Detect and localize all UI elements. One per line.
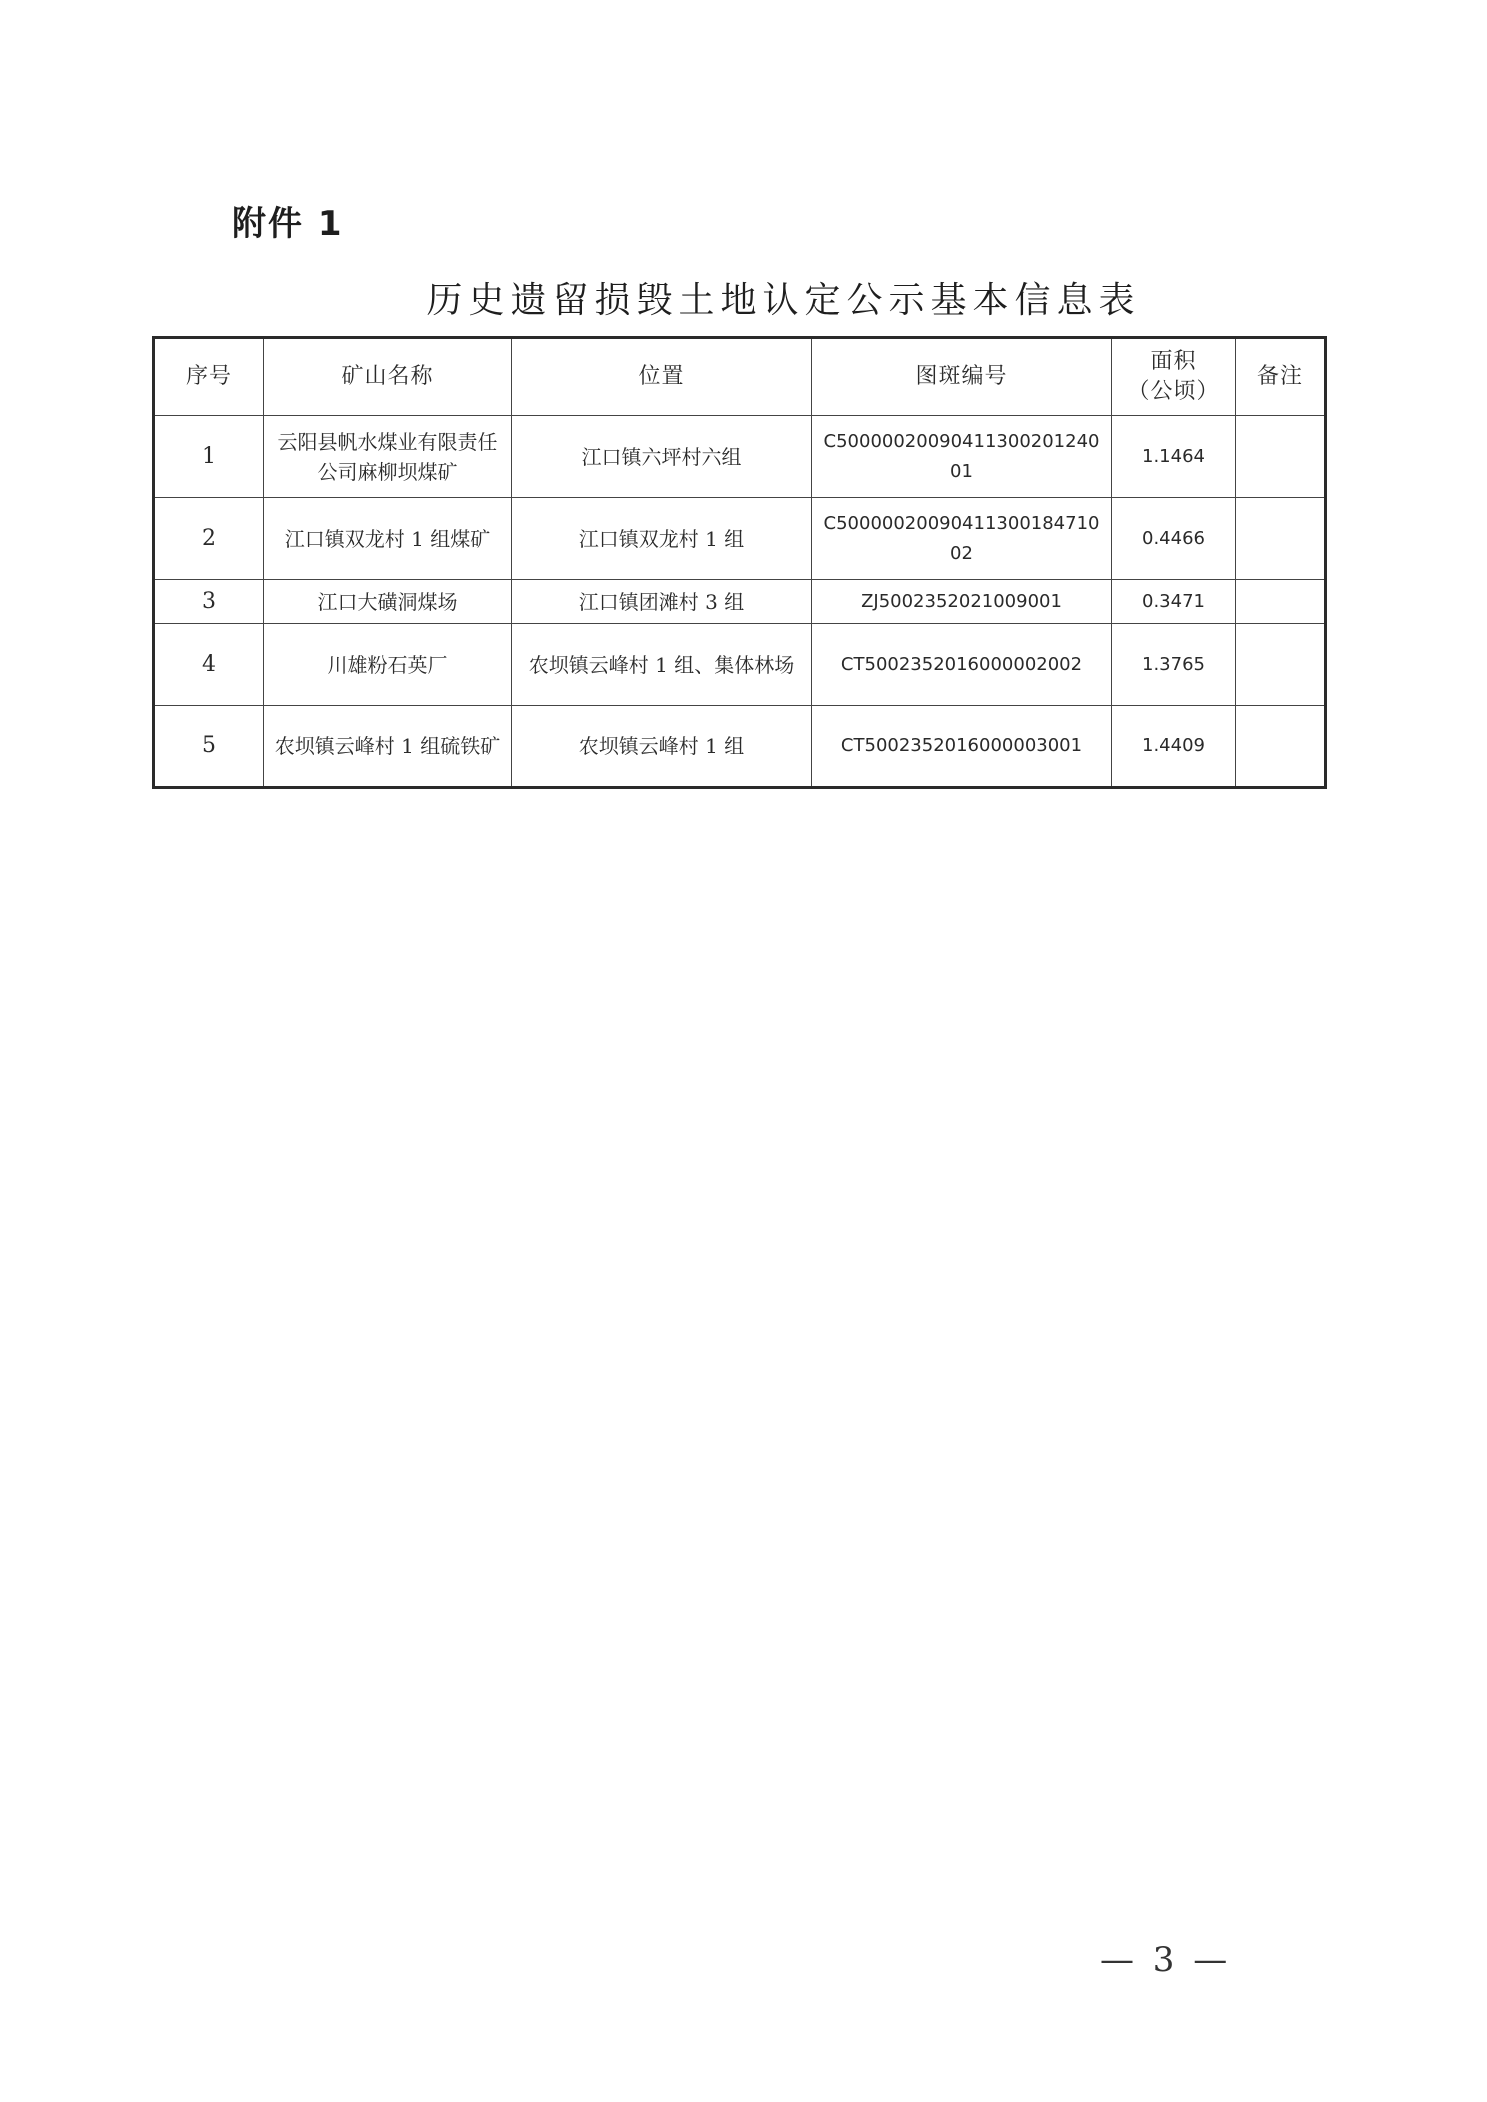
cell-location: 江口镇双龙村 1 组 — [512, 498, 812, 580]
cell-remarks — [1236, 416, 1326, 498]
cell-remarks — [1236, 580, 1326, 624]
header-area-line2: （公顷） — [1127, 379, 1220, 404]
header-remarks: 备注 — [1236, 338, 1326, 416]
cell-remarks — [1236, 706, 1326, 788]
cell-patch-code: ZJ5002352021009001 — [812, 580, 1112, 624]
table-row — [154, 706, 1326, 788]
cell-location: 江口镇六坪村六组 — [512, 416, 812, 498]
page-number: — 3 — — [1100, 1940, 1232, 1980]
cell-location: 江口镇团滩村 3 组 — [512, 580, 812, 624]
cell-area: 1.1464 — [1112, 416, 1236, 498]
header-area-line1: 面积 — [1150, 349, 1197, 374]
header-mine-name: 矿山名称 — [264, 338, 512, 416]
header-patch-code: 图斑编号 — [812, 338, 1112, 416]
cell-location: 农坝镇云峰村 1 组、集体林场 — [512, 624, 812, 706]
table-row — [154, 624, 1326, 706]
cell-mine-name: 川雄粉石英厂 — [264, 624, 512, 706]
cell-patch-code: C50000020090411300201240 01 — [812, 416, 1112, 498]
cell-mine-name: 江口镇双龙村 1 组煤矿 — [264, 498, 512, 580]
cell-area: 1.4409 — [1112, 706, 1236, 788]
cell-no: 4 — [154, 624, 264, 706]
cell-no: 2 — [154, 498, 264, 580]
info-table-container — [152, 336, 1324, 789]
document-title: 历史遗留损毁土地认定公示基本信息表 — [426, 280, 1141, 321]
cell-remarks — [1236, 624, 1326, 706]
cell-area: 0.4466 — [1112, 498, 1236, 580]
table-row — [154, 498, 1326, 580]
header-no: 序号 — [154, 338, 264, 416]
cell-no: 3 — [154, 580, 264, 624]
cell-no: 1 — [154, 416, 264, 498]
cell-patch-code: CT5002352016000003001 — [812, 706, 1112, 788]
cell-mine-name: 江口大磺洞煤场 — [264, 580, 512, 624]
cell-remarks — [1236, 498, 1326, 580]
table-header-row — [154, 338, 1326, 416]
table-row — [154, 416, 1326, 498]
cell-mine-name: 云阳县帆水煤业有限责任公司麻柳坝煤矿 — [264, 416, 512, 498]
header-location: 位置 — [512, 338, 812, 416]
cell-patch-code: C50000020090411300184710 02 — [812, 498, 1112, 580]
cell-patch-code: CT5002352016000002002 — [812, 624, 1112, 706]
cell-no: 5 — [154, 706, 264, 788]
cell-area: 1.3765 — [1112, 624, 1236, 706]
attachment-label: 附件 1 — [232, 204, 344, 244]
header-area — [1112, 338, 1236, 416]
land-info-table — [152, 336, 1327, 789]
table-row — [154, 580, 1326, 624]
cell-area: 0.3471 — [1112, 580, 1236, 624]
cell-mine-name: 农坝镇云峰村 1 组硫铁矿 — [264, 706, 512, 788]
cell-location: 农坝镇云峰村 1 组 — [512, 706, 812, 788]
